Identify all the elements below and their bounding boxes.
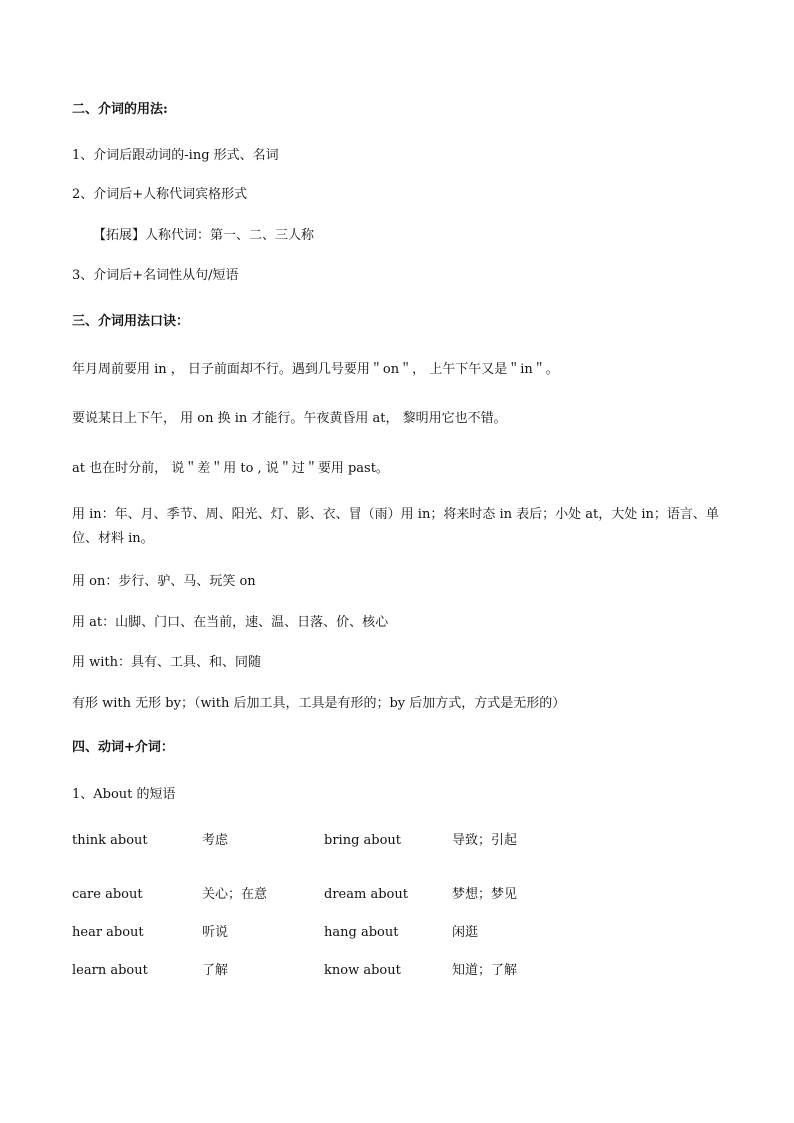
- phrase-chinese: 了解: [202, 963, 229, 978]
- phrase-english: think about: [72, 833, 148, 848]
- phrase-chinese: 导致；引起: [452, 833, 518, 848]
- phrase-english: hear about: [72, 925, 144, 940]
- phrase-chinese: 听说: [202, 925, 229, 940]
- rhyme-line-2: 要说某日上下午， 用 on 换 in 才能行。午夜黄昏用 at， 黎明用它也不错。: [72, 411, 507, 426]
- phrase-chinese: 梦想；梦见: [452, 887, 518, 902]
- section-2-item-3: 3、介词后+名词性从句/短语: [72, 268, 239, 283]
- section-2-title: 二、介词的用法:: [72, 102, 168, 117]
- phrase-row: [72, 923, 632, 943]
- phrase-row: [72, 885, 632, 905]
- section-2-item-1: 1、介词后跟动词的-ing 形式、名词: [72, 148, 279, 163]
- rhyme-on-usage: 用 on：步行、驴、马、玩笑 on: [72, 574, 256, 589]
- phrase-english: learn about: [72, 963, 148, 978]
- phrase-chinese: 闲逛: [452, 925, 479, 940]
- phrase-row: [72, 831, 632, 851]
- phrase-english: dream about: [324, 887, 408, 902]
- section-3-title: 三、介词用法口诀：: [72, 314, 190, 329]
- phrase-chinese: 考虑: [202, 833, 229, 848]
- section-4-title: 四、动词+介词：: [72, 740, 174, 755]
- phrase-english: care about: [72, 887, 143, 902]
- phrase-english: know about: [324, 963, 401, 978]
- rhyme-line-1: 年月周前要用 in ， 日子前面却不行。遇到几号要用＂on＂， 上午下午又是＂in＂。: [72, 362, 559, 377]
- rhyme-with-usage: 用 with：具有、工具、和、同随: [72, 655, 262, 670]
- phrase-english: bring about: [324, 833, 402, 848]
- phrase-chinese: 关心；在意: [202, 887, 268, 902]
- rhyme-at-usage: 用 at：山脚、门口、在当前，速、温、日落、价、核心: [72, 615, 389, 630]
- rhyme-with-by-usage: 有形 with 无形 by；（with 后加工具，工具是有形的；by 后加方式，方式是无形的）: [72, 696, 566, 711]
- phrase-row: [72, 961, 632, 981]
- phrase-chinese: 知道；了解: [452, 963, 518, 978]
- phrase-english: hang about: [324, 925, 399, 940]
- section-2-extension-note: 【拓展】人称代词：第一、二、三人称: [93, 228, 315, 243]
- rhyme-line-3: at 也在时分前， 说＂差＂用 to , 说＂过＂要用 past。: [72, 461, 389, 476]
- section-4-subtitle: 1、About 的短语: [72, 787, 176, 802]
- rhyme-in-usage: 用 in：年、月、季节、周、阳光、灯、影、衣、冒（雨）用 in；将来时态 in 表后；小处 at，大处 in；语言、单位、材料 in。: [72, 507, 719, 546]
- section-2-item-2: 2、介词后+人称代词宾格形式: [72, 187, 248, 202]
